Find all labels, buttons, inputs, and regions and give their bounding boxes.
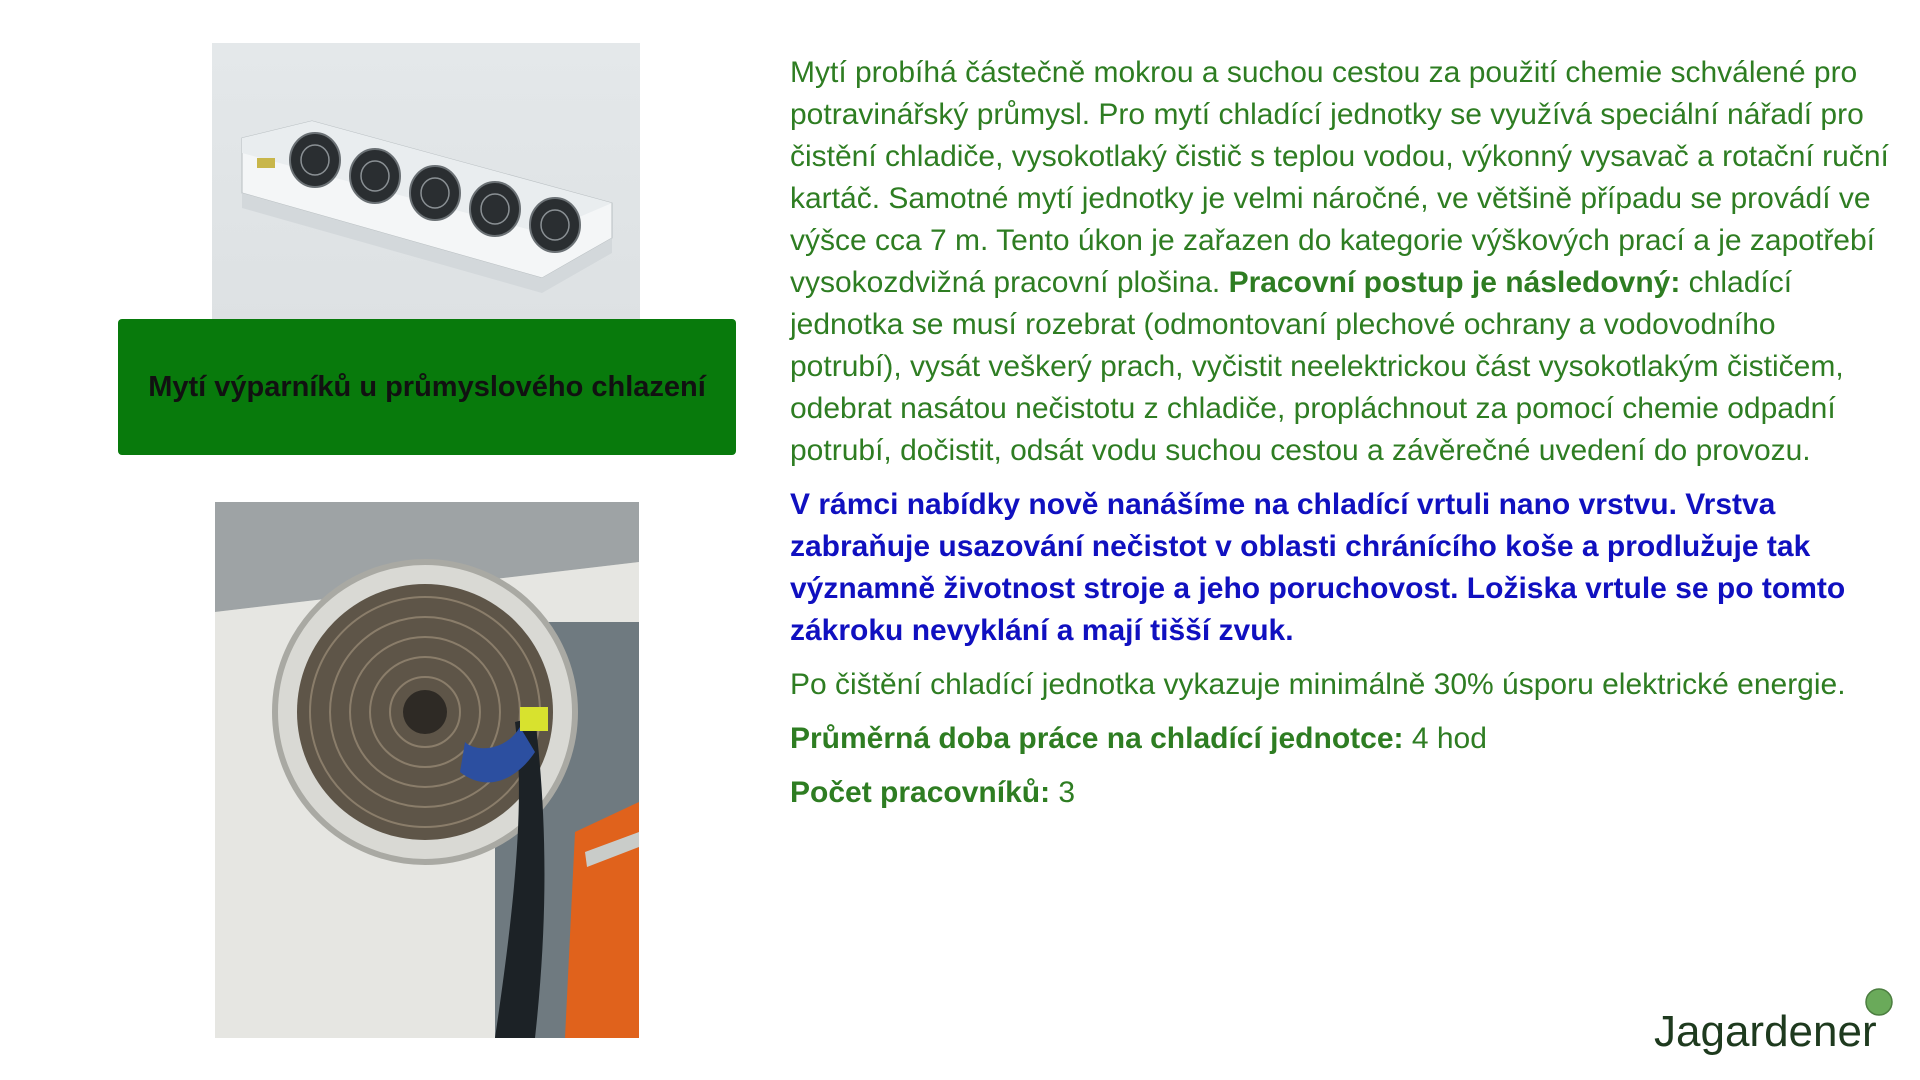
logo-text: Jagardener: [1654, 1007, 1877, 1056]
workers-value: 3: [1050, 776, 1076, 809]
workers-line: [790, 772, 1890, 814]
paragraph-savings: Po čištění chladící jednotka vykazuje minimálně 30% úsporu elektrické energie.: [790, 668, 1846, 701]
description-text: [790, 52, 1890, 826]
company-logo: [1652, 988, 1897, 1058]
title-text: Mytí výparníků u průmyslového chlazení: [148, 371, 706, 403]
evaporator-photo: [212, 43, 640, 323]
average-time-label: Průměrná doba práce na chladící jednotce:: [790, 722, 1404, 755]
process-bold-heading: Pracovní postup je následovný:: [1228, 266, 1681, 299]
title-box: [118, 319, 736, 455]
fan-cleaning-photo: [215, 502, 639, 1038]
process-text-b: chladící jednotka se musí rozebrat (odmontovaní plechové ochrany a vodovodního potrubí), vysát veškerý prach, vyčistit neelektrickou část vysokotlakým čističem, odebrat nasátou nečistotu z chladiče, propláchnout za pomocí chemie odpadní potrubí, dočistit, odsát vodu suchou cestou a závěrečné uvedení do provozu.: [790, 266, 1844, 467]
paragraph-process: [790, 52, 1890, 472]
average-time-line: [790, 718, 1890, 760]
workers-label: Počet pracovníků:: [790, 776, 1051, 809]
paragraph-nano-layer: V rámci nabídky nově nanášíme na chladící vrtuli nano vrstvu. Vrstva zabraňuje usazování nečistot v oblasti chránícího koše a prodlužuje tak významně životnost stroje a jeho poruchovost. Ložiska vrtule se po tomto zákroku nevyklání a mají tišší zvuk.: [790, 488, 1846, 647]
process-text-a: Mytí probíhá částečně mokrou a suchou cestou za použití chemie schválené pro potravinářský průmysl. Pro mytí chladící jednotky se využívá speciální nářadí pro čistění chladiče, vysokotlaký čistič s teplou vodou, výkonný vysavač a rotační ruční kartáč. Samotné mytí jednotky je velmi náročné, ve většině případu se provádí ve výšce cca 7 m. Tento úkon je zařazen do kategorie výškových prací a je zapotřebí vysokozdvižná pracovní plošina.: [790, 56, 1889, 299]
average-time-value: 4 hod: [1403, 722, 1487, 755]
